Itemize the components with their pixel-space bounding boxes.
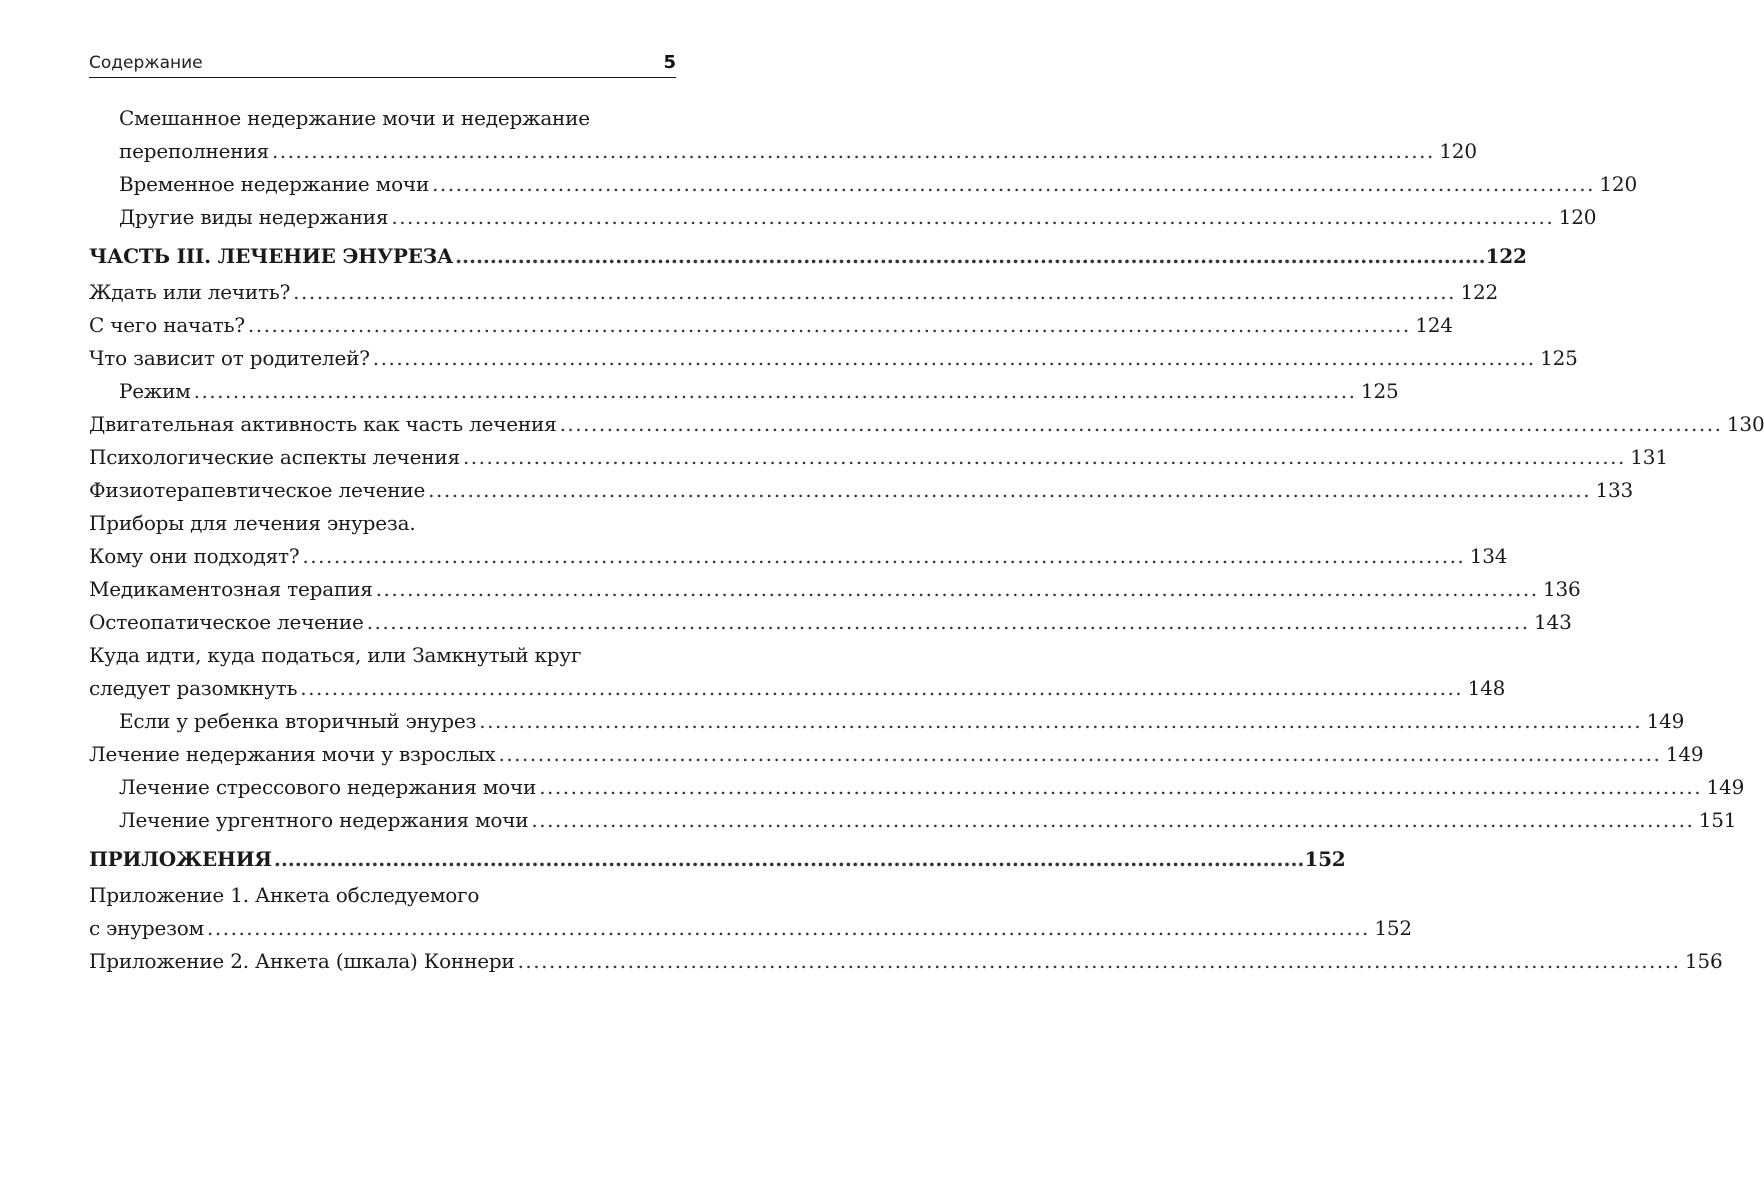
dot-leader: .................................................................................................................................................... xyxy=(293,280,1457,304)
toc-entry-physiotherapy xyxy=(89,474,1634,507)
toc-entry-temporary-incontinence xyxy=(89,168,1637,201)
toc-page-number: 130 xyxy=(1726,412,1764,436)
toc-page-number: 151 xyxy=(1698,808,1737,832)
dot-leader: .................................................................................................................................................... xyxy=(391,205,1555,229)
toc-entry-physical-activity xyxy=(89,408,1764,441)
toc-entry-text: следует разомкнуть xyxy=(89,676,298,700)
toc-entry-text: Режим xyxy=(119,379,191,403)
toc-entry-text: Медикаментозная терапия xyxy=(89,577,373,601)
toc-entry-text-line1: Приложение 1. Анкета обследуемого xyxy=(89,883,480,907)
toc-entry-text: с энурезом xyxy=(89,916,205,940)
dot-leader: .................................................................................................................................................... xyxy=(207,916,1370,940)
table-of-contents xyxy=(89,102,1764,978)
toc-page-number: 149 xyxy=(1646,709,1685,733)
toc-entry-where-to-go xyxy=(89,639,1506,705)
toc-entry-psychological-aspects xyxy=(89,441,1668,474)
dot-leader: .................................................................................................................................................... xyxy=(498,742,1662,766)
toc-page-number: 120 xyxy=(1599,172,1637,196)
toc-page-number: 131 xyxy=(1630,445,1668,469)
toc-entry-appendix-1 xyxy=(89,879,1412,945)
toc-entry-text-line1: Куда идти, куда податься, или Замкнутый круг xyxy=(89,643,582,667)
toc-entry-stress-incontinence xyxy=(89,771,1745,804)
toc-page-number: 124 xyxy=(1415,313,1453,337)
toc-entry-other-types xyxy=(89,201,1597,234)
toc-entry-medication xyxy=(89,573,1581,606)
toc-entry-text: Кому они подходят? xyxy=(89,544,300,568)
toc-entry-devices xyxy=(89,507,1508,573)
page-number: 5 xyxy=(663,52,676,73)
dot-leader: .................................................................................................................................................... xyxy=(559,412,1723,436)
dot-leader: .................................................................................................................................................... xyxy=(273,847,1305,871)
running-title: Содержание xyxy=(89,53,203,73)
dot-leader: .................................................................................................................................................... xyxy=(372,346,1536,370)
toc-entry-text: Психологические аспекты лечения xyxy=(89,445,460,469)
toc-page-number: 152 xyxy=(1374,916,1412,940)
toc-entry-text: Физиотерапевтическое лечение xyxy=(89,478,426,502)
dot-leader: .................................................................................................................................................... xyxy=(247,313,1411,337)
toc-page-number: 156 xyxy=(1684,949,1723,973)
dot-leader: .................................................................................................................................................... xyxy=(539,775,1703,799)
toc-part-heading-3 xyxy=(89,240,1527,273)
toc-entry-osteopathy xyxy=(89,606,1572,639)
dot-leader: .................................................................................................................................................... xyxy=(271,139,1435,163)
toc-page-number: 120 xyxy=(1558,205,1597,229)
toc-entry-regime xyxy=(89,375,1399,408)
dot-leader: .................................................................................................................................................... xyxy=(300,676,1464,700)
dot-leader: .................................................................................................................................................... xyxy=(462,445,1626,469)
toc-entry-text: Лечение ургентного недержания мочи xyxy=(119,808,529,832)
toc-page-number: 148 xyxy=(1467,676,1506,700)
dot-leader: .................................................................................................................................................... xyxy=(455,244,1486,268)
toc-entry-text: ЧАСТЬ III. ЛЕЧЕНИЕ ЭНУРЕЗА xyxy=(89,244,454,268)
toc-entry-text: С чего начать? xyxy=(89,313,245,337)
dot-leader: .................................................................................................................................................... xyxy=(193,379,1357,403)
toc-entry-urgent-incontinence xyxy=(89,804,1737,837)
toc-part-heading-appendices xyxy=(89,843,1346,876)
toc-entry-text-line1: Приборы для лечения энуреза. xyxy=(89,511,416,535)
toc-entry-text: Если у ребенка вторичный энурез xyxy=(119,709,477,733)
toc-entry-text: Что зависит от родителей? xyxy=(89,346,370,370)
toc-page-number: 149 xyxy=(1706,775,1745,799)
dot-leader: .................................................................................................................................................... xyxy=(428,478,1592,502)
toc-page-number: 136 xyxy=(1542,577,1581,601)
toc-entry-where-to-start xyxy=(89,309,1453,342)
toc-page-number: 133 xyxy=(1595,478,1634,502)
dot-leader: .................................................................................................................................................... xyxy=(432,172,1595,196)
toc-entry-text: Другие виды недержания xyxy=(119,205,389,229)
toc-entry-text: Двигательная активность как часть лечения xyxy=(89,412,557,436)
toc-page-number: 125 xyxy=(1540,346,1578,370)
toc-entry-text: переполнения xyxy=(119,139,269,163)
toc-entry-text: Приложение 2. Анкета (шкала) Коннери xyxy=(89,949,515,973)
toc-entry-text-line1: Смешанное недержание мочи и недержание xyxy=(119,106,590,130)
toc-entry-secondary-enuresis xyxy=(89,705,1685,738)
toc-entry-text: Остеопатическое лечение xyxy=(89,610,364,634)
running-head xyxy=(89,50,676,78)
dot-leader: .................................................................................................................................................... xyxy=(531,808,1695,832)
toc-page-number: 149 xyxy=(1665,742,1704,766)
toc-entry-text: Лечение недержания мочи у взрослых xyxy=(89,742,496,766)
toc-page-number: 134 xyxy=(1469,544,1508,568)
toc-entry-wait-or-treat xyxy=(89,276,1499,309)
toc-page-number: 122 xyxy=(1460,280,1499,304)
toc-entry-text: Временное недержание мочи xyxy=(119,172,430,196)
toc-entry-text: Ждать или лечить? xyxy=(89,280,291,304)
toc-entry-text: ПРИЛОЖЕНИЯ xyxy=(89,847,272,871)
toc-page-number: 120 xyxy=(1439,139,1477,163)
dot-leader: .................................................................................................................................................... xyxy=(375,577,1539,601)
toc-page-number: 125 xyxy=(1360,379,1399,403)
toc-entry-text: Лечение стрессового недержания мочи xyxy=(119,775,537,799)
toc-page-number: 122 xyxy=(1485,244,1527,268)
toc-entry-parents xyxy=(89,342,1578,375)
dot-leader: .................................................................................................................................................... xyxy=(479,709,1643,733)
dot-leader: .................................................................................................................................................... xyxy=(366,610,1530,634)
dot-leader: .................................................................................................................................................... xyxy=(517,949,1681,973)
toc-entry-adult-treatment xyxy=(89,738,1704,771)
toc-page-number: 152 xyxy=(1304,847,1346,871)
dot-leader: .................................................................................................................................................... xyxy=(302,544,1466,568)
toc-page-number: 143 xyxy=(1534,610,1572,634)
toc-entry-appendix-2 xyxy=(89,945,1723,978)
toc-entry-mixed-incontinence xyxy=(89,102,1477,168)
